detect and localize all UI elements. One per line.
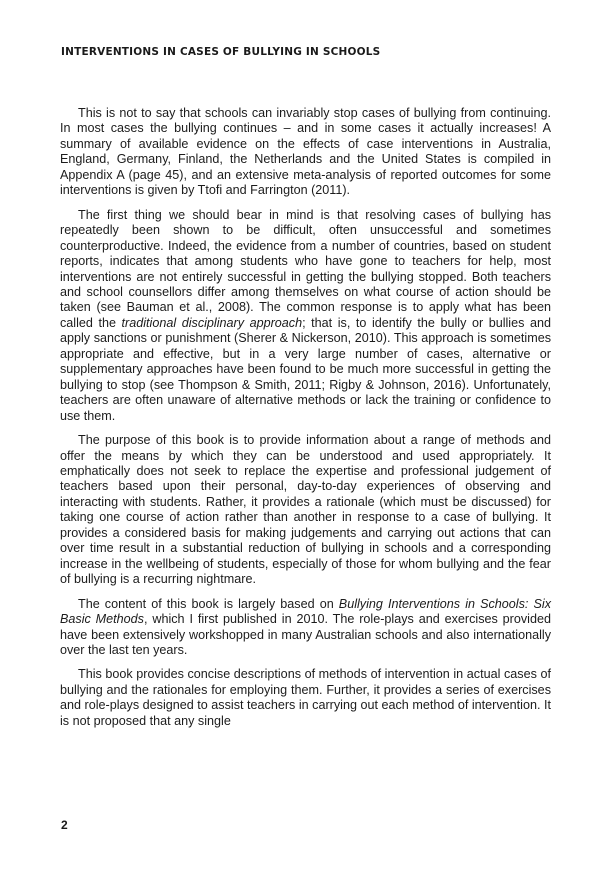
paragraph-3: The purpose of this book is to provide information about a range of methods and offer the means by which they can be understood and used appropriately. It emphatically does not seek to replace the expertise and professional judgement of teachers based upon their personal, day-to-day experiences of observing and interacting with students. Rather, it provides a rationale (which must be discussed) for taking one course of action rather than another in response to a case of bullying. It provides a considered basis for making judgements and carrying out actions that can over time result in a substantial reduction of bullying in schools and a corresponding increase in the wellbeing of students, especially of those for whom bullying and the fear of bullying is a recurring nightmare. <box>60 433 551 587</box>
paragraph-1: This is not to say that schools can invariably stop cases of bullying from continuing. In most cases the bullying continues – and in some cases it actually increases! A summary of available evidence on the effects of case interventions in Australia, England, Germany, Finland, the Netherlands and the United States is compiled in Appendix A (page 45), and an extensive meta-analysis of reported outcomes for some interventions is given by Ttofi and Farrington (2011). <box>60 106 551 198</box>
paragraph-5: This book provides concise descriptions of methods of intervention in actual cases of bullying and the rationales for employing them. Further, it provides a series of exercises and role-plays designed to assist teachers in carrying out each method of intervention. It is not proposed that any single <box>60 667 551 728</box>
paragraph-2-emphasis: traditional disciplinary approach <box>121 315 303 330</box>
paragraph-4-text-before: The content of this book is largely based on <box>78 596 339 611</box>
paragraph-4-text-after: , which I first published in 2010. The role-plays and exercises provided have been extensively workshopped in many Australian schools and also internationally over the last ten years. <box>60 612 551 657</box>
paragraph-2 <box>60 208 551 424</box>
body-text <box>60 106 551 729</box>
page-number: 2 <box>61 818 68 832</box>
running-header: INTERVENTIONS IN CASES OF BULLYING IN SCHOOLS <box>61 46 381 58</box>
paragraph-2-text-after: ; that is, to identify the bully or bullies and apply sanctions or punishment (Sherer & Nickerson, 2010). This approach is sometimes appropriate and effective, but in a very large number of cases, alternative or supplementary approaches have been found to be much more successful in getting the bullying to stop (see Thompson & Smith, 2011; Rigby & Johnson, 2016). Unfortunately, teachers are often unaware of alternative methods or lack the training or confidence to use them. <box>60 315 551 423</box>
paragraph-2-text-before: The first thing we should bear in mind is that resolving cases of bullying has repeatedly been shown to be difficult, often unsuccessful and sometimes counterproductive. Indeed, the evidence from a number of countries, based on student reports, indicates that among students who have gone to teachers for help, most interventions are not entirely successful in getting the bullying stopped. Both teachers and school counsellors differ among themselves on what course of action should be taken (see Bauman et al., 2008). The common response is to apply what has been called the <box>60 207 551 330</box>
paragraph-4-book-title: Bullying Interventions in Schools: Six Basic Methods <box>60 596 551 627</box>
paragraph-4 <box>60 597 551 659</box>
